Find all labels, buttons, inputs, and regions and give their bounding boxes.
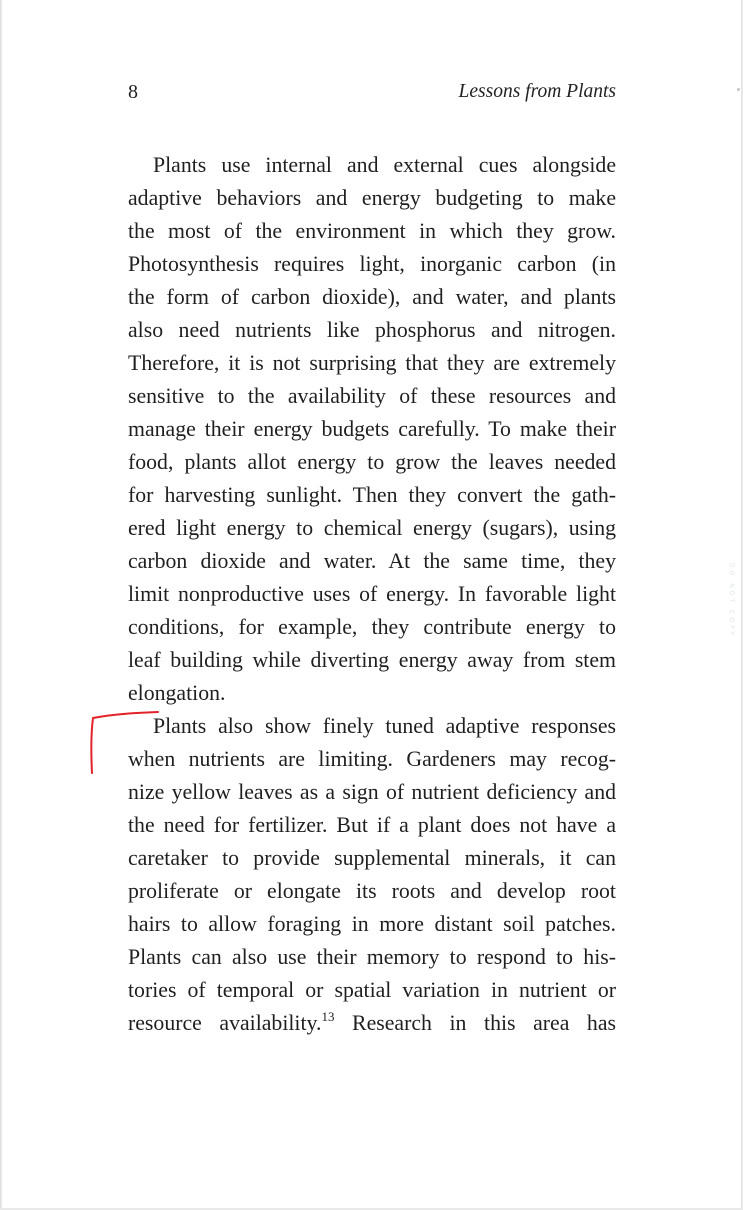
text-line: Plants can also use their memory to respond to his- [128,945,616,969]
text-segment: Research in this area has [334,1011,616,1035]
red-bracket-annotation-icon [84,708,164,778]
text-line: when nutrients are limiting. Gardeners may recog- [128,747,616,771]
text-line: limit nonproductive uses of energy. In favorable light [128,582,616,606]
text-line: adaptive behaviors and energy budgeting to make [128,186,616,210]
text-line: leaf building while diverting energy away from stem [128,648,616,672]
text-line: food, plants allot energy to grow the leaves needed [128,450,616,474]
text-line: Therefore, it is not surprising that they are extremely [128,351,616,375]
text-line: the most of the environment in which they grow. [128,219,616,243]
body-text [128,149,616,1040]
text-line-with-footnote [128,1007,616,1040]
text-line: manage their energy budgets carefully. To make their [128,417,616,441]
running-title: Lessons from Plants [458,81,616,102]
text-line: Photosynthesis requires light, inorganic carbon (in [128,252,616,276]
text-line: Plants also show finely tuned adaptive responses [153,714,616,738]
text-line: elongation. [128,681,226,705]
text-line: proliferate or elongate its roots and develop root [128,879,616,903]
text-line: nize yellow leaves as a sign of nutrient deficiency and [128,780,616,804]
text-line: ered light energy to chemical energy (sugars), using [128,516,616,540]
text-line: for harvesting sunlight. Then they convert the gath- [128,483,616,507]
text-line: sensitive to the availability of these resources and [128,384,616,408]
footnote-reference: 13 [321,1009,335,1024]
running-head [128,78,616,106]
text-line: the need for fertilizer. But if a plant does not have a [128,813,616,837]
page-left-edge [0,0,3,1210]
text-line: also need nutrients like phosphorus and nitrogen. [128,318,616,342]
margin-watermark: DO NOT COPY [728,563,735,639]
text-line: conditions, for example, they contribute energy to [128,615,616,639]
text-segment: resource availability. [128,1011,322,1035]
text-line: the form of carbon dioxide), and water, and plants [128,285,616,309]
page-number: 8 [128,81,138,103]
text-line: hairs to allow foraging in more distant soil patches. [128,912,616,936]
paragraph-2 [128,710,616,1040]
paragraph-1 [128,149,616,710]
margin-dot [737,88,740,91]
text-line: Plants use internal and external cues alongside [153,153,616,177]
text-line: tories of temporal or spatial variation in nutrient or [128,978,616,1002]
text-line: carbon dioxide and water. At the same time, they [128,549,616,573]
text-line: caretaker to provide supplemental minerals, it can [128,846,616,870]
